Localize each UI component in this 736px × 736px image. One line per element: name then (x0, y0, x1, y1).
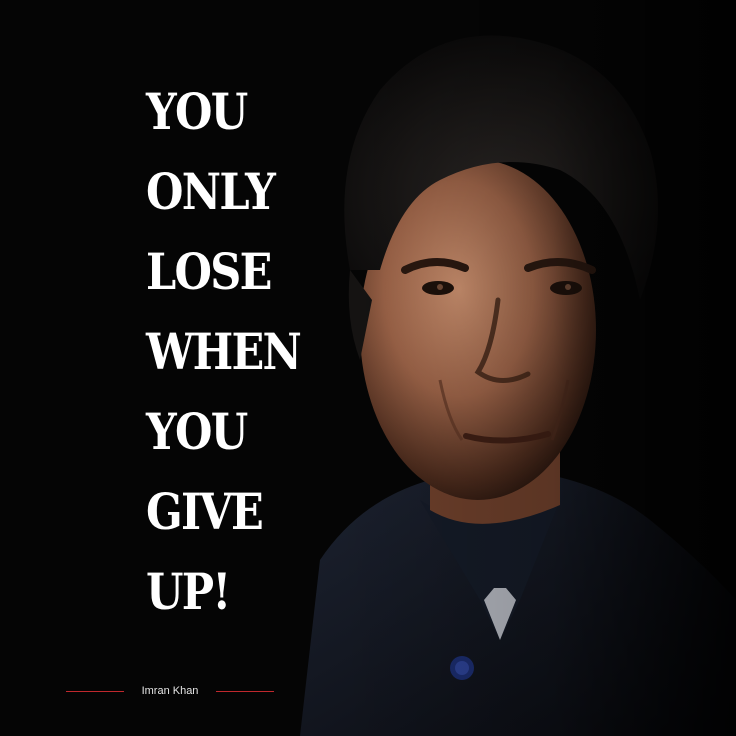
quote-line: GIVE (146, 482, 263, 541)
attribution (66, 683, 274, 699)
quote-line: UP! (146, 562, 230, 621)
quote-line: LOSE (146, 242, 271, 301)
author-name: Imran Khan (141, 685, 199, 697)
quote-line: ONLY (146, 162, 275, 221)
quote-line: WHEN (146, 322, 301, 381)
quote-line: YOU (146, 82, 247, 141)
quote-text (146, 72, 318, 632)
attribution-rule-right (216, 691, 274, 692)
attribution-rule-left (66, 691, 124, 692)
quote-line: YOU (146, 402, 247, 461)
